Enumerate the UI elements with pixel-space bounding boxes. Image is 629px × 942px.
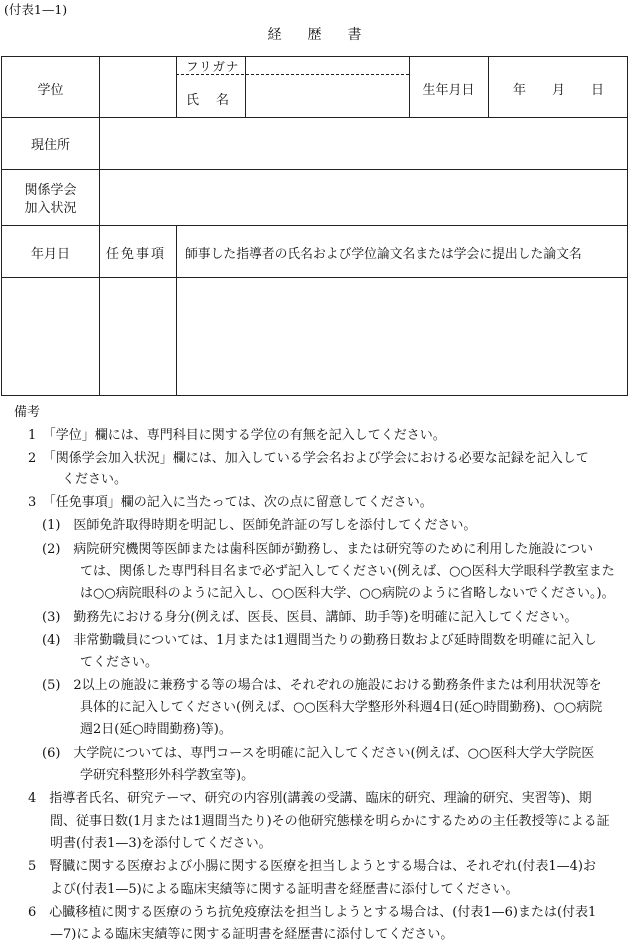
row-divider: [2, 117, 627, 118]
note-line: 1 「学位」欄には、専門科目に関する学位の有無を記入してください。: [28, 428, 446, 443]
column-divider: [99, 57, 100, 117]
name-label: 氏 名: [186, 93, 232, 108]
note-line: ては、関係した専門科目名まで必ず記入してください(例えば、○○医科大学眼科学教室また: [80, 564, 615, 579]
degree-label: 学位: [37, 83, 64, 98]
career-history-form: [1, 56, 628, 396]
note-line: 2 「関係学会加入状況」欄には、加入している学会名および学会における必要な記録を記入して: [28, 451, 589, 466]
current-address-label: 現住所: [30, 138, 70, 153]
column-divider: [176, 225, 177, 396]
note-line: 学研究科整形外科学教室等)。: [80, 768, 255, 783]
date-of-birth-label: 生年月日: [422, 83, 475, 98]
note-line: 間、従事日数(1月または1週間当たり)その他研究態様を明らかにするための主任教授等による証: [50, 814, 610, 829]
column-divider: [245, 57, 246, 117]
appointment-column-label: 任免事項: [106, 247, 167, 262]
society-membership-label-line1: 関係学会: [24, 183, 77, 198]
column-divider: [99, 117, 100, 225]
note-line: 4 指導者氏名、研究テーマ、研究の内容別(講義の受講、臨床的研究、理論的研究、実習等)、期: [28, 791, 592, 806]
furigana-label: フリガナ: [186, 59, 240, 74]
date-of-birth-value: 年 月 日: [512, 83, 604, 98]
form-reference-number: (付表1—1): [4, 2, 68, 17]
thesis-column-label: 師事した指導者の氏名および学位論文名または学会に提出した論文名: [185, 247, 582, 262]
date-column-label: 年月日: [30, 247, 70, 262]
page-title: 経歴書: [267, 27, 388, 43]
note-line: (6) 大学院については、専門コースを明確に記入してください(例えば、○○医科大学大学院医: [42, 746, 595, 761]
note-line: (5) 2以上の施設に兼務する等の場合は、それぞれの施設における勤務条件または利用状況等を: [42, 678, 602, 693]
note-line: —7)による臨床実績等に関する証明書を経歴書に添付してください。: [50, 927, 454, 942]
note-line: ください。: [62, 472, 128, 487]
note-line: 具体的に記入してください(例えば、○○医科大学整形外科週4日(延○時間勤務)、○○病院: [80, 700, 603, 715]
notes-heading: 備考: [14, 405, 41, 420]
note-line: 6 心臓移植に関する医療のうち抗免疫療法を担当しようとする場合は、(付表1—6)または(付表1: [28, 905, 597, 920]
row-divider: [2, 277, 627, 278]
note-line: は○○病院眼科のように記入し、○○医科大学、○○病院のように省略しないでください。)。: [80, 586, 615, 601]
row-divider: [2, 169, 627, 170]
note-line: 3 「任免事項」欄の記入に当たっては、次の点に留意してください。: [28, 495, 433, 510]
note-line: (4) 非常勤職員については、1月または1週間当たりの勤務日数および延時間数を明確に記入し: [42, 633, 597, 648]
note-line: 週2日(延○時間勤務)等)。: [80, 722, 232, 737]
note-line: よび(付表1—5)による臨床実績等に関する証明書を経歴書に添付してください。: [50, 882, 519, 897]
note-line: 5 腎臓に関する医療および小腸に関する医療を担当しようとする場合は、それぞれ(付表1—4)お: [28, 859, 596, 874]
note-line: (2) 病院研究機関等医師または歯科医師が勤務し、または研究等のために利用した施設につい: [42, 542, 594, 557]
column-divider: [176, 57, 177, 117]
column-divider: [99, 225, 100, 396]
note-line: 明書(付表1—3)を添付してください。: [50, 836, 272, 851]
society-membership-label-line2: 加入状況: [24, 201, 77, 216]
row-divider: [2, 225, 627, 226]
note-line: (1) 医師免許取得時期を明記し、医師免許証の写しを添付してください。: [42, 518, 477, 533]
note-line: (3) 勤務先における身分(例えば、医長、医員、講師、助手等)を明確に記入してください。: [42, 610, 578, 625]
note-line: てください。: [80, 655, 159, 670]
